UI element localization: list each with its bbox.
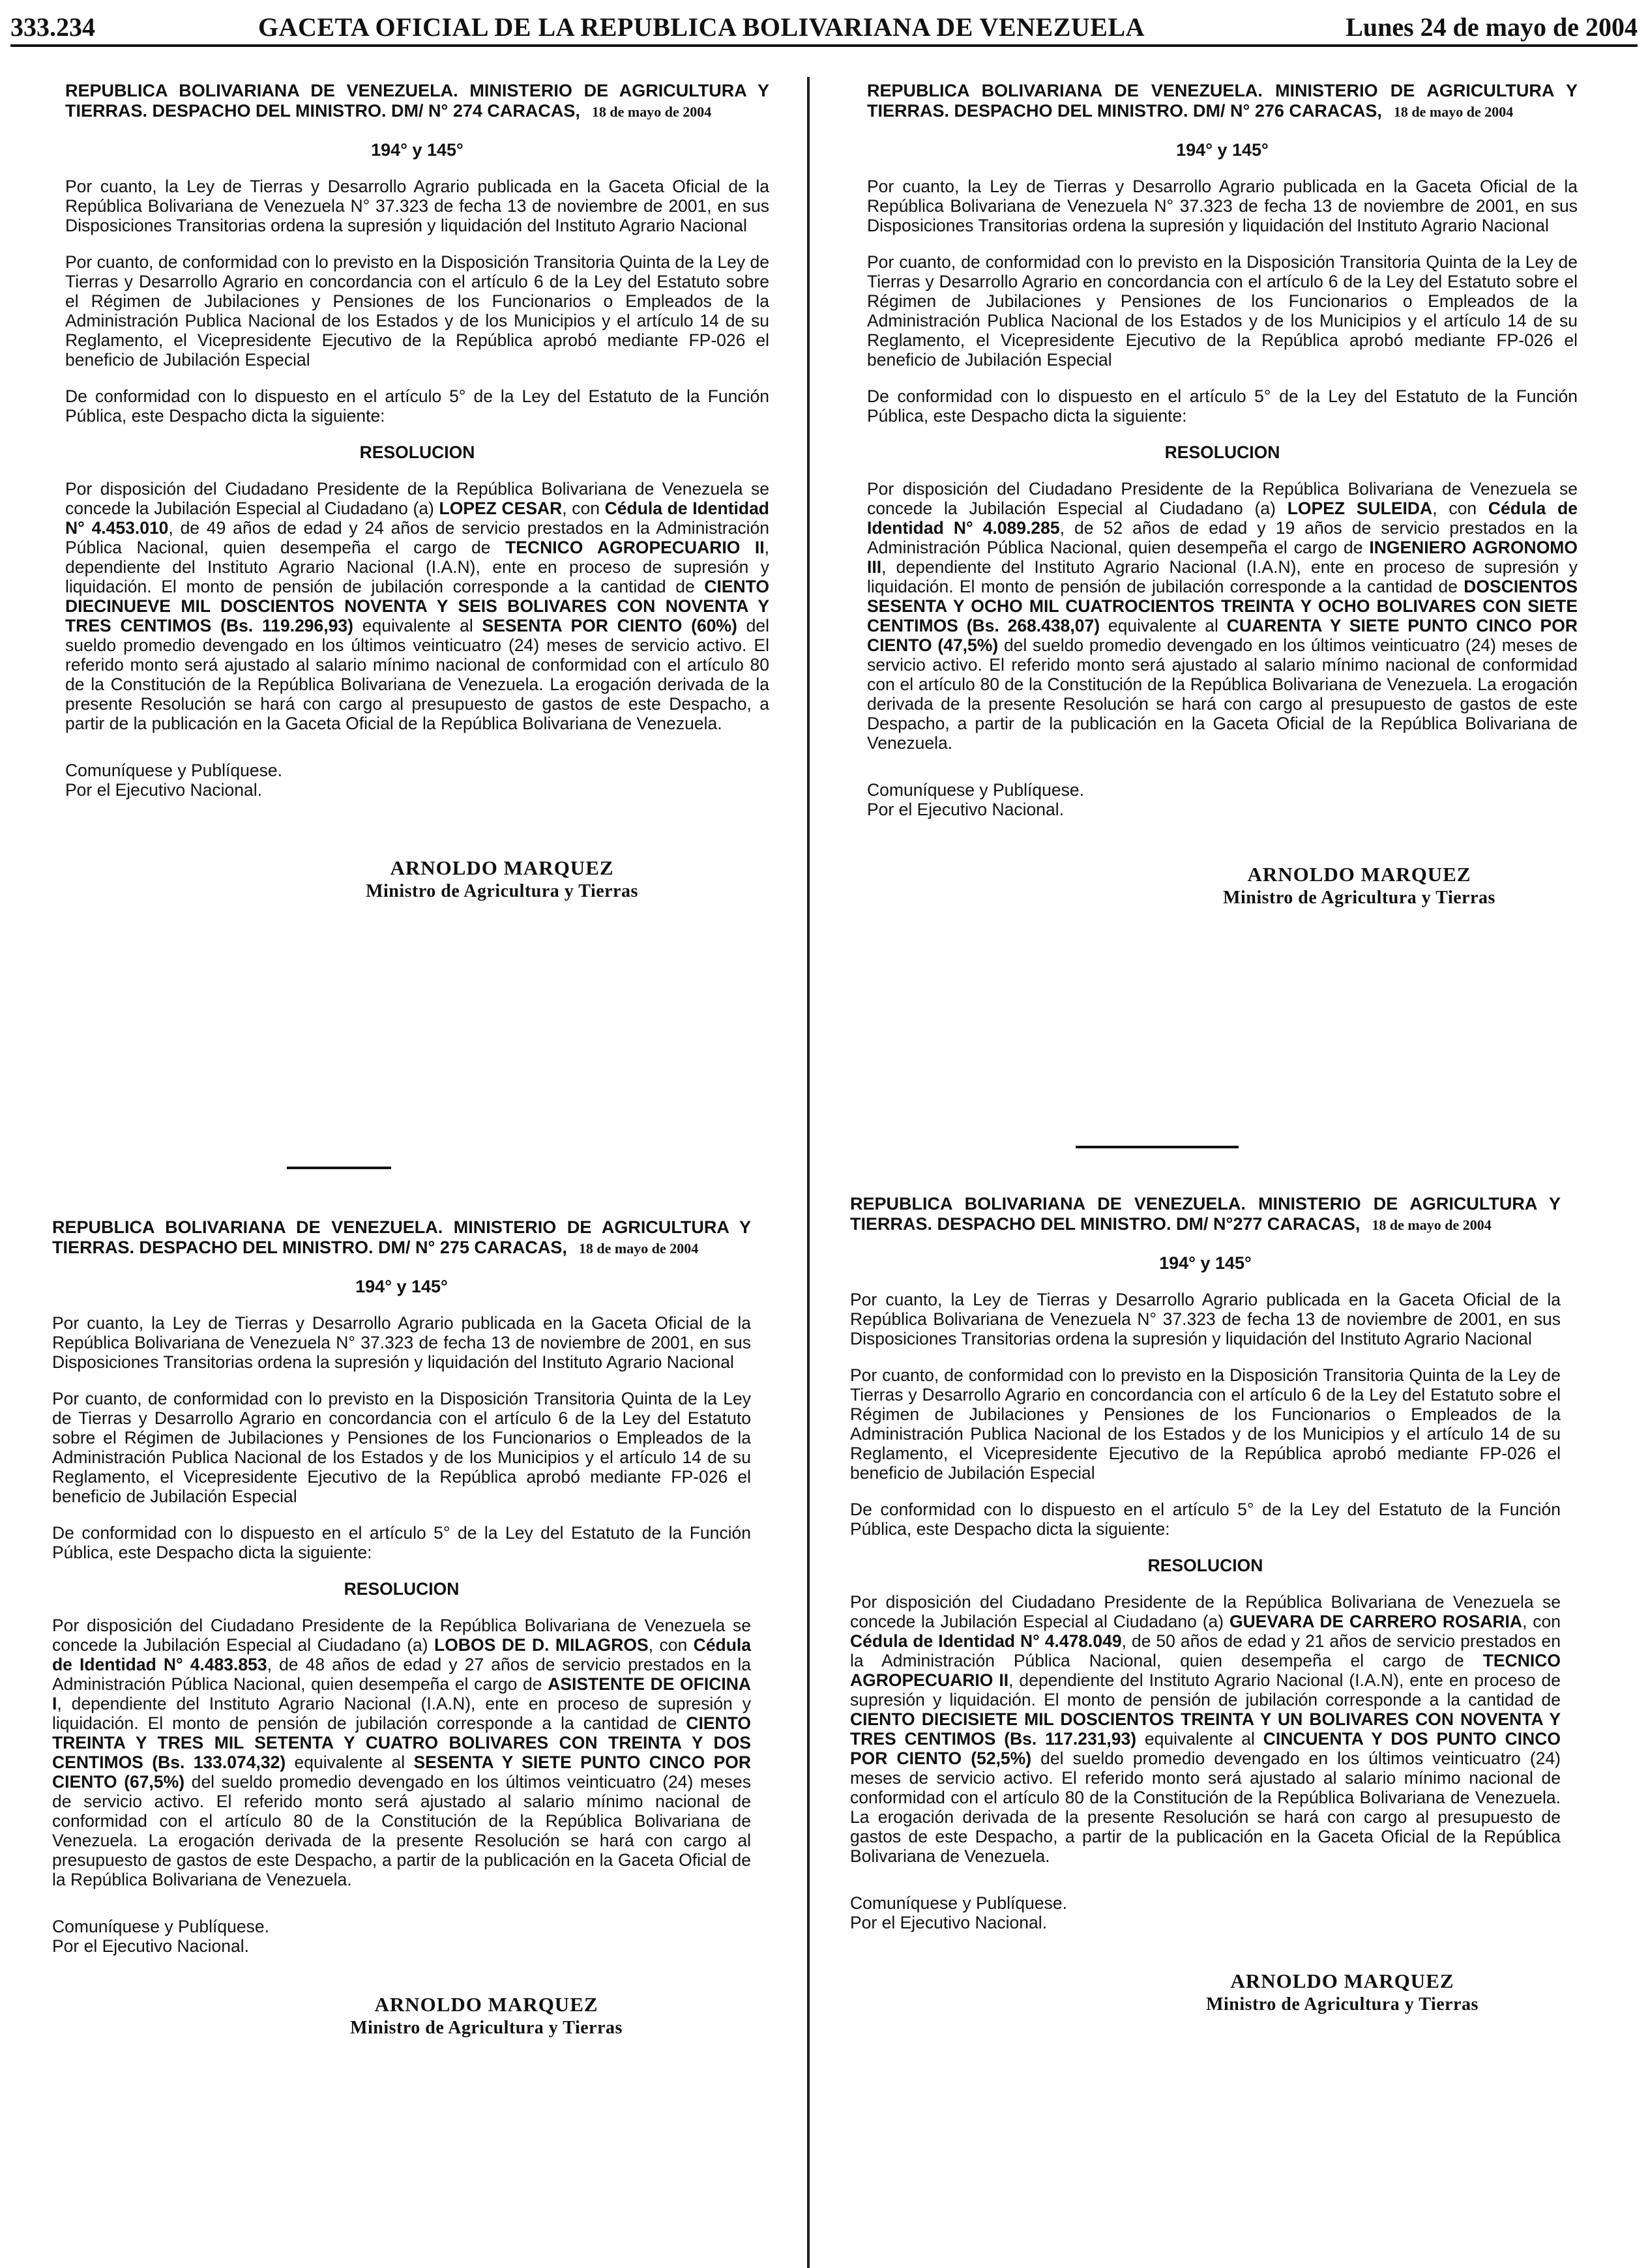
job-title: TECNICO AGROPECUARIO II bbox=[505, 538, 765, 557]
pension-percentage: SESENTA Y SIETE PUNTO CINCO POR CIENTO (67,5%) bbox=[52, 1752, 751, 1792]
resolution-274 bbox=[65, 81, 769, 901]
body-text: , dependiente del Instituto Agrario Nacional (I.A.N), ente en proceso de supresión y liquidación. El monto de pensión de jubilación corresponde a la cantidad de bbox=[52, 1694, 751, 1733]
closing bbox=[850, 1893, 1561, 1932]
considerando-1: Por cuanto, la Ley de Tierras y Desarrollo Agrario publicada en la Gaceta Oficial de la República Bolivariana de Venezuela N° 37.323 de fecha 13 de noviembre de 2001, en sus Disposiciones Transitorias ordena la supresión y liquidación del Instituto Agrario Nacional bbox=[52, 1313, 751, 1372]
resolution-header bbox=[65, 81, 769, 122]
id-number: Cédula de Identidad N° 4.089.285 bbox=[867, 499, 1578, 538]
body-text: , con bbox=[648, 1635, 694, 1655]
beneficiary-name: GUEVARA DE CARRERO ROSARIA bbox=[1229, 1612, 1523, 1631]
closing-line-1: Comuníquese y Publíquese. bbox=[65, 761, 282, 780]
body-text: , dependiente del Instituto Agrario Nacional (I.A.N), ente en proceso de supresión y liquidación. El monto de pensión de jubilación corresponde a la cantidad de bbox=[850, 1670, 1561, 1709]
masthead-rule bbox=[10, 44, 1638, 47]
id-number: Cédula de Identidad N° 4.453.010 bbox=[65, 499, 769, 538]
motto: 194° y 145° bbox=[1176, 140, 1269, 160]
resolution-body bbox=[850, 1592, 1561, 1866]
body-text: , de 49 años de edad y 24 años de servicio prestados en la Administración Pública Nacional, quien desempeña el cargo de bbox=[65, 518, 769, 557]
resolution-header bbox=[850, 1194, 1561, 1235]
header-date: 18 de mayo de 2004 bbox=[1372, 1217, 1492, 1233]
body-text: , de 48 años de edad y 27 años de servicio prestados en la Administración Pública Nacional, quien desempeña el cargo de bbox=[52, 1655, 751, 1694]
considerando-1: Por cuanto, la Ley de Tierras y Desarrollo Agrario publicada en la Gaceta Oficial de la República Bolivariana de Venezuela N° 37.323 de fecha 13 de noviembre de 2001, en sus Disposiciones Transitorias ordena la supresión y liquidación del Instituto Agrario Nacional bbox=[850, 1290, 1561, 1348]
id-number: Cédula de Identidad N° 4.483.853 bbox=[52, 1635, 751, 1674]
body-text: equivalente al bbox=[1100, 616, 1227, 635]
issue-date: Lunes 24 de mayo de 2004 bbox=[1346, 12, 1638, 42]
header-text: REPUBLICA BOLIVARIANA DE VENEZUELA. MINISTERIO DE AGRICULTURA Y TIERRAS. DESPACHO DEL MINISTRO. DM/ N° 274 CARACAS, bbox=[65, 81, 769, 121]
signature-block bbox=[1124, 1971, 1561, 2014]
motto: 194° y 145° bbox=[371, 140, 464, 160]
considerando-3: De conformidad con lo dispuesto en el artículo 5° de la Ley del Estatuto de la Función Pública, este Despacho dicta la siguiente: bbox=[850, 1500, 1561, 1539]
beneficiary-name: LOPEZ CESAR bbox=[439, 499, 563, 518]
pension-amount: CIENTO DIECINUEVE MIL DOSCIENTOS NOVENTA Y SEIS BOLIVARES CON NOVENTA Y TRES CENTIMOS (Bs. 119.296,93) bbox=[65, 577, 769, 635]
body-text: equivalente al bbox=[353, 616, 482, 635]
job-title: INGENIERO AGRONOMO III bbox=[867, 538, 1578, 577]
masthead bbox=[10, 9, 1638, 44]
resolution-header bbox=[52, 1217, 751, 1258]
body-text: , de 52 años de edad y 19 años de servicio prestados en la Administración Pública Nacional, quien desempeña el cargo de bbox=[867, 518, 1578, 557]
pension-percentage: CINCUENTA Y DOS PUNTO CINCO POR CIENTO (52,5%) bbox=[850, 1729, 1561, 1768]
resolution-body bbox=[867, 479, 1578, 753]
body-text: equivalente al bbox=[1136, 1729, 1263, 1749]
signature-block bbox=[1141, 865, 1578, 908]
resolution-heading: RESOLUCION bbox=[1164, 443, 1280, 462]
considerando-2: Por cuanto, de conformidad con lo previsto en la Disposición Transitoria Quinta de la Ley de Tierras y Desarrollo Agrario en concordancia con el artículo 6 de la Ley del Estatuto sobre el Régimen de Jubilaciones y Pensiones de los Funcionarios o Empleados de la Administración Publica Nacional de los Estados y de los Municipios y el artículo 14 de su Reglamento, el Vicepresidente Ejecutivo de la República aprobó mediante FP-026 el beneficio de Jubilación Especial bbox=[850, 1365, 1561, 1483]
considerando-3: De conformidad con lo dispuesto en el artículo 5° de la Ley del Estatuto de la Función Pública, este Despacho dicta la siguiente: bbox=[867, 386, 1578, 426]
body-text: , dependiente del Instituto Agrario Nacional (I.A.N), ente en proceso de supresión y liquidación. El monto de pensión de jubilación corresponde a la cantidad de bbox=[65, 538, 769, 596]
gazette-title: GACETA OFICIAL DE LA REPUBLICA BOLIVARIANA DE VENEZUELA bbox=[258, 12, 1145, 42]
resolution-header bbox=[867, 81, 1578, 122]
resolution-heading: RESOLUCION bbox=[1147, 1556, 1263, 1575]
header-text: REPUBLICA BOLIVARIANA DE VENEZUELA. MINISTERIO DE AGRICULTURA Y TIERRAS. DESPACHO DEL MINISTRO. DM/ N°277 CARACAS, bbox=[850, 1194, 1561, 1234]
body-text: Por disposición del Ciudadano Presidente de la República Bolivariana de Venezuela se concede la Jubilación Especial al Ciudadano (a) bbox=[850, 1592, 1561, 1631]
pension-percentage: CUARENTA Y SIETE PUNTO CINCO POR CIENTO (47,5%) bbox=[867, 616, 1578, 655]
beneficiary-name: LOPEZ SULEIDA bbox=[1287, 499, 1433, 518]
body-text: , dependiente del Instituto Agrario Nacional (I.A.N), ente en proceso de supresión y liquidación. El monto de pensión de jubilación corresponde a la cantidad de bbox=[867, 557, 1578, 596]
body-text: del sueldo promedio devengado en los últimos veinticuatro (24) meses de servicio activo. El referido monto será ajustado al salario mínimo nacional de conformidad con el artículo 80 de la Constitución de la República Bolivariana de Venezuela. La erogación derivada de la presente Resolución se hará con cargo al presupuesto de gastos de este Despacho, a partir de la publicación en la Gaceta Oficial de la República Bolivariana de Venezuela. bbox=[850, 1749, 1561, 1866]
considerando-2: Por cuanto, de conformidad con lo previsto en la Disposición Transitoria Quinta de la Ley de Tierras y Desarrollo Agrario en concordancia con el artículo 6 de la Ley del Estatuto sobre el Régimen de Jubilaciones y Pensiones de los Funcionarios o Empleados de la Administración Publica Nacional de los Estados y de los Municipios y el artículo 14 de su Reglamento, el Vicepresidente Ejecutivo de la República aprobó mediante FP-026 el beneficio de Jubilación Especial bbox=[52, 1389, 751, 1506]
motto: 194° y 145° bbox=[1159, 1253, 1252, 1273]
considerando-1: Por cuanto, la Ley de Tierras y Desarrollo Agrario publicada en la Gaceta Oficial de la República Bolivariana de Venezuela N° 37.323 de fecha 13 de noviembre de 2001, en sus Disposiciones Transitorias ordena la supresión y liquidación del Instituto Agrario Nacional bbox=[867, 177, 1578, 235]
resolution-body bbox=[52, 1616, 751, 1889]
body-text: , de 50 años de edad y 21 años de servicio prestados en la Administración Pública Nacional, quien desempeña el cargo de bbox=[850, 1631, 1561, 1670]
resolution-275 bbox=[52, 1217, 751, 2038]
motto: 194° y 145° bbox=[355, 1277, 448, 1296]
beneficiary-name: LOBOS DE D. MILAGROS bbox=[434, 1635, 649, 1655]
closing bbox=[52, 1917, 751, 1956]
pension-amount: DOSCIENTOS SESENTA Y OCHO MIL CUATROCIENTOS TREINTA Y OCHO BOLIVARES CON SIETE CENTIMOS (Bs. 268.438,07) bbox=[867, 577, 1578, 635]
job-title: ASISTENTE DE OFICINA I bbox=[52, 1674, 751, 1713]
closing-line-2: Por el Ejecutivo Nacional. bbox=[850, 1913, 1047, 1932]
header-date: 18 de mayo de 2004 bbox=[578, 1240, 699, 1257]
body-text: , con bbox=[1432, 499, 1488, 518]
signature-block bbox=[235, 858, 769, 901]
closing-line-2: Por el Ejecutivo Nacional. bbox=[867, 800, 1064, 819]
resolution-body bbox=[65, 479, 769, 733]
considerando-2: Por cuanto, de conformidad con lo previsto en la Disposición Transitoria Quinta de la Ley de Tierras y Desarrollo Agrario en concordancia con el artículo 6 de la Ley del Estatuto sobre el Régimen de Jubilaciones y Pensiones de los Funcionarios o Empleados de la Administración Publica Nacional de los Estados y de los Municipios y el artículo 14 de su Reglamento, el Vicepresidente Ejecutivo de la República aprobó mediante FP-026 el beneficio de Jubilación Especial bbox=[867, 252, 1578, 370]
body-text: Por disposición del Ciudadano Presidente de la República Bolivariana de Venezuela se concede la Jubilación Especial al Ciudadano (a) bbox=[867, 479, 1578, 518]
body-text: equivalente al bbox=[286, 1752, 414, 1772]
resolution-277 bbox=[850, 1194, 1561, 2014]
body-text: del sueldo promedio devengado en los últimos veinticuatro (24) meses de servicio activo. El referido monto será ajustado al salario mínimo nacional de conformidad con el artículo 80 de la Constitución de la República Bolivariana de Venezuela. La erogación derivada de la presente Resolución se hará con cargo al presupuesto de gastos de este Despacho, a partir de la publicación en la Gaceta Oficial de la República Bolivariana de Venezuela. bbox=[867, 635, 1578, 753]
closing-line-1: Comuníquese y Publíquese. bbox=[52, 1917, 269, 1936]
section-separator bbox=[287, 1167, 391, 1169]
resolution-heading: RESOLUCION bbox=[359, 443, 475, 462]
section-separator bbox=[1076, 1146, 1239, 1148]
signer-role: Ministro de Agricultura y Tierras bbox=[350, 2018, 623, 2038]
body-text: del sueldo promedio devengado en los últimos veinticuatro (24) meses de servicio activo. El referido monto será ajustado al salario mínimo nacional de conformidad con el artículo 80 de la Constitución de la República Bolivariana de Venezuela. La erogación derivada de la presente Resolución se hará con cargo al presupuesto de gastos de este Despacho, a partir de la publicación en la Gaceta Oficial de la República Bolivariana de Venezuela. bbox=[65, 616, 769, 733]
signer-name: ARNOLDO MARQUEZ bbox=[1247, 863, 1471, 886]
considerando-2: Por cuanto, de conformidad con lo previsto en la Disposición Transitoria Quinta de la Ley de Tierras y Desarrollo Agrario en concordancia con el artículo 6 de la Ley del Estatuto sobre el Régimen de Jubilaciones y Pensiones de los Funcionarios o Empleados de la Administración Publica Nacional de los Estados y de los Municipios y el artículo 14 de su Reglamento, el Vicepresidente Ejecutivo de la República aprobó mediante FP-026 el beneficio de Jubilación Especial bbox=[65, 252, 769, 370]
body-text: del sueldo promedio devengado en los últimos veinticuatro (24) meses de servicio activo. El referido monto será ajustado al salario mínimo nacional de conformidad con el artículo 80 de la Constitución de la República Bolivariana de Venezuela. La erogación derivada de la presente Resolución se hará con cargo al presupuesto de gastos de este Despacho, a partir de la publicación en la Gaceta Oficial de la República Bolivariana de Venezuela. bbox=[52, 1772, 751, 1889]
signer-role: Ministro de Agricultura y Tierras bbox=[366, 881, 638, 901]
closing-line-2: Por el Ejecutivo Nacional. bbox=[52, 1936, 249, 1956]
signer-role: Ministro de Agricultura y Tierras bbox=[1223, 888, 1495, 908]
pension-amount: CIENTO TREINTA Y TRES MIL SETENTA Y CUATRO BOLIVARES CON TREINTA Y DOS CENTIMOS (Bs. 133.074,32) bbox=[52, 1713, 751, 1772]
considerando-3: De conformidad con lo dispuesto en el artículo 5° de la Ley del Estatuto de la Función Pública, este Despacho dicta la siguiente: bbox=[65, 386, 769, 426]
body-text: Por disposición del Ciudadano Presidente de la República Bolivariana de Venezuela se concede la Jubilación Especial al Ciudadano (a) bbox=[52, 1616, 751, 1655]
body-text: , con bbox=[562, 499, 605, 518]
considerando-3: De conformidad con lo dispuesto en el artículo 5° de la Ley del Estatuto de la Función Pública, este Despacho dicta la siguiente: bbox=[52, 1523, 751, 1562]
signer-name: ARNOLDO MARQUEZ bbox=[1230, 1970, 1454, 1992]
page-number: 333.234 bbox=[10, 12, 95, 42]
signer-name: ARNOLDO MARQUEZ bbox=[390, 856, 614, 879]
closing bbox=[65, 761, 769, 800]
considerando-1: Por cuanto, la Ley de Tierras y Desarrollo Agrario publicada en la Gaceta Oficial de la República Bolivariana de Venezuela N° 37.323 de fecha 13 de noviembre de 2001, en sus Disposiciones Transitorias ordena la supresión y liquidación del Instituto Agrario Nacional bbox=[65, 177, 769, 235]
closing bbox=[867, 780, 1578, 819]
signature-block bbox=[222, 1995, 751, 2038]
body-text: Por disposición del Ciudadano Presidente de la República Bolivariana de Venezuela se concede la Jubilación Especial al Ciudadano (a) bbox=[65, 479, 769, 518]
signer-name: ARNOLDO MARQUEZ bbox=[374, 1993, 598, 2016]
id-number: Cédula de Identidad N° 4.478.049 bbox=[850, 1631, 1122, 1651]
header-date: 18 de mayo de 2004 bbox=[1393, 104, 1514, 120]
column-divider bbox=[807, 77, 810, 2268]
closing-line-1: Comuníquese y Publíquese. bbox=[867, 780, 1084, 800]
resolution-276 bbox=[867, 81, 1578, 908]
resolution-heading: RESOLUCION bbox=[344, 1579, 460, 1599]
header-text: REPUBLICA BOLIVARIANA DE VENEZUELA. MINISTERIO DE AGRICULTURA Y TIERRAS. DESPACHO DEL MINISTRO. DM/ N° 275 CARACAS, bbox=[52, 1217, 751, 1257]
body-text: , con bbox=[1522, 1612, 1561, 1631]
header-date: 18 de mayo de 2004 bbox=[591, 104, 712, 120]
closing-line-2: Por el Ejecutivo Nacional. bbox=[65, 780, 262, 800]
pension-percentage: SESENTA POR CIENTO (60%) bbox=[482, 616, 737, 635]
signer-role: Ministro de Agricultura y Tierras bbox=[1206, 1994, 1479, 2014]
closing-line-1: Comuníquese y Publíquese. bbox=[850, 1893, 1067, 1913]
pension-amount: CIENTO DIECISIETE MIL DOSCIENTOS TREINTA Y UN BOLIVARES CON NOVENTA Y TRES CENTIMOS (Bs. 117.231,93) bbox=[850, 1709, 1561, 1749]
header-text: REPUBLICA BOLIVARIANA DE VENEZUELA. MINISTERIO DE AGRICULTURA Y TIERRAS. DESPACHO DEL MINISTRO. DM/ N° 276 CARACAS, bbox=[867, 81, 1578, 121]
job-title: TECNICO AGROPECUARIO II bbox=[850, 1651, 1561, 1690]
